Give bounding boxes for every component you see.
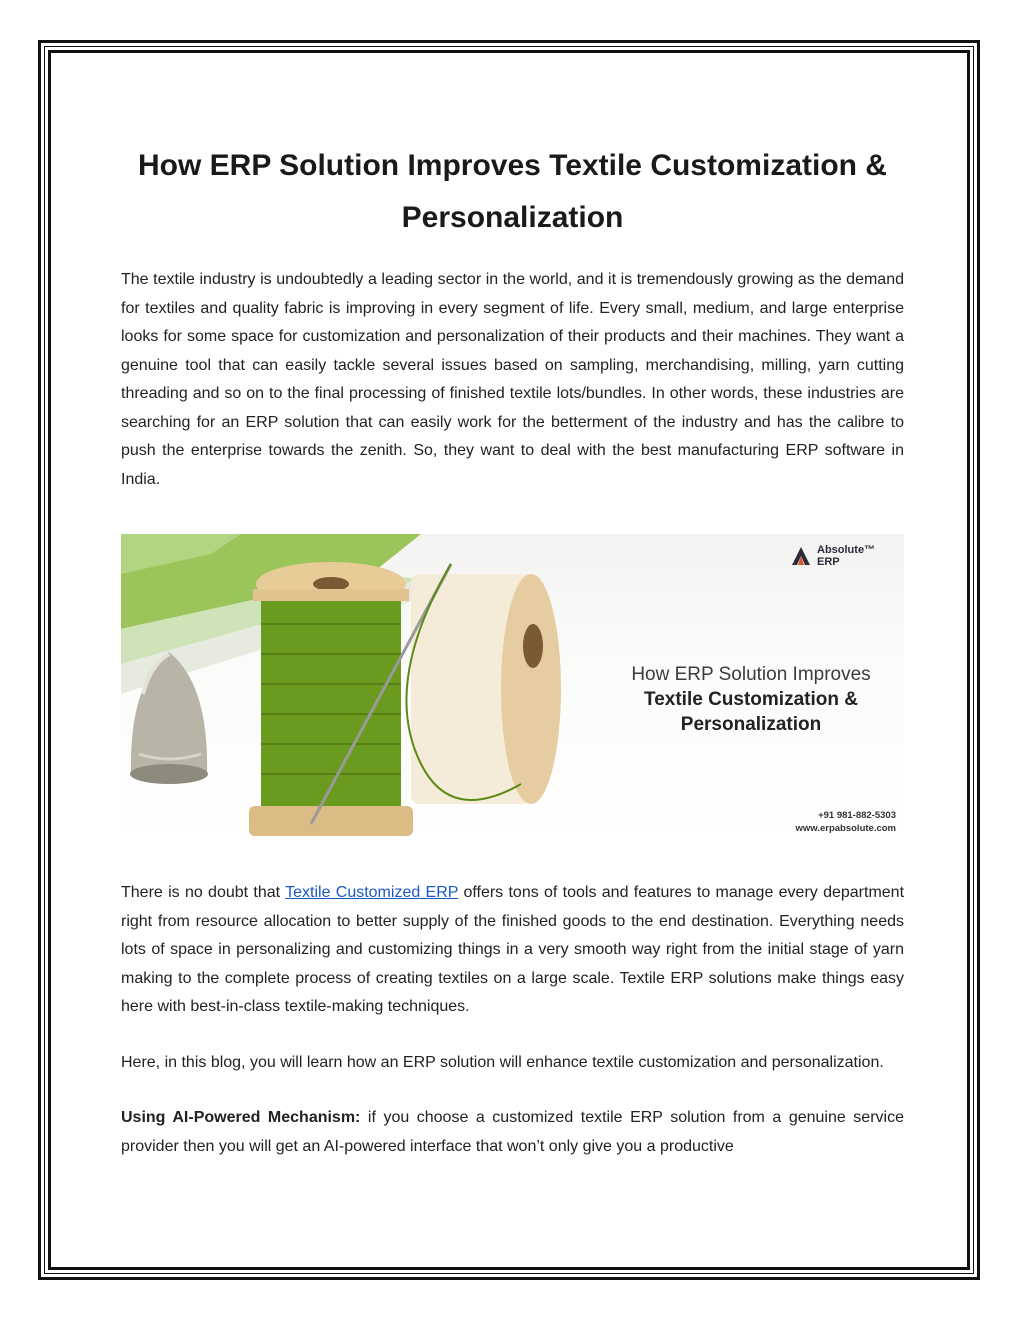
hero-headline-line-2: Textile Customization & [644,689,858,710]
paragraph-ai-powered [121,1104,904,1161]
logo-icon [791,546,811,566]
hero-contact [796,809,896,835]
hero-headline-line-3: Personalization [680,714,822,735]
paragraph-2-before: There is no doubt that [121,884,286,901]
hero-headline [606,662,896,737]
page-title: How ERP Solution Improves Textile Customization & Personalization [138,149,887,234]
cream-spool [411,574,561,804]
paragraph-2-after: offers tons of tools and features to manage every department right from resource allocation to better supply of the finished goods to the end destination. Everything needs lots of space in personalizing and customizing things in a very smooth way right from the initial stage of yarn making to the complete process of creating textiles on a large scale. Textile ERP solutions make things easy here with best-in-class textile-making techniques. [121,884,905,1015]
textile-customized-erp-link[interactable]: Textile Customized ERP [285,884,459,901]
paragraph-intro: The textile industry is undoubtedly a leading sector in the world, and it is tremendously growing as the demand for textiles and quality fabric is improving in every segment of life. Every small, medium, and large enterprise looks for some space for customization and personalization of their products and their machines. They want a genuine tool that can easily tackle several issues based on sampling, merchandising, milling, yarn cutting threading and so on to the final processing of finished textile lots/bundles. In other words, these industries are searching for an ERP solution that can easily work for the betterment of the industry and has the calibre to push the enterprise towards the zenith. So, they want to deal with the best manufacturing ERP software in India. [121,271,904,488]
green-spool [249,562,413,836]
contact-website: www.erpabsolute.com [795,823,896,834]
contact-phone: +91 981-882-5303 [818,810,896,821]
hero-headline-line-1: How ERP Solution Improves [631,664,871,685]
document-body [121,140,904,1161]
hero-image [121,534,904,845]
logo-line-2: ERP [817,556,840,568]
logo-line-1: Absolute™ [817,544,876,556]
paragraph-textile-erp [121,879,904,1022]
ai-powered-heading: Using AI-Powered Mechanism: [121,1109,361,1126]
paragraph-4-rest: if you choose a customized textile ERP solution from a genuine service provider then you will get an AI-powered interface that won’t only give you a productive [121,1109,904,1155]
absolute-erp-logo [791,544,875,568]
paragraph-blog-intro: Here, in this blog, you will learn how an ERP solution will enhance textile customization and personalization. [121,1053,884,1071]
